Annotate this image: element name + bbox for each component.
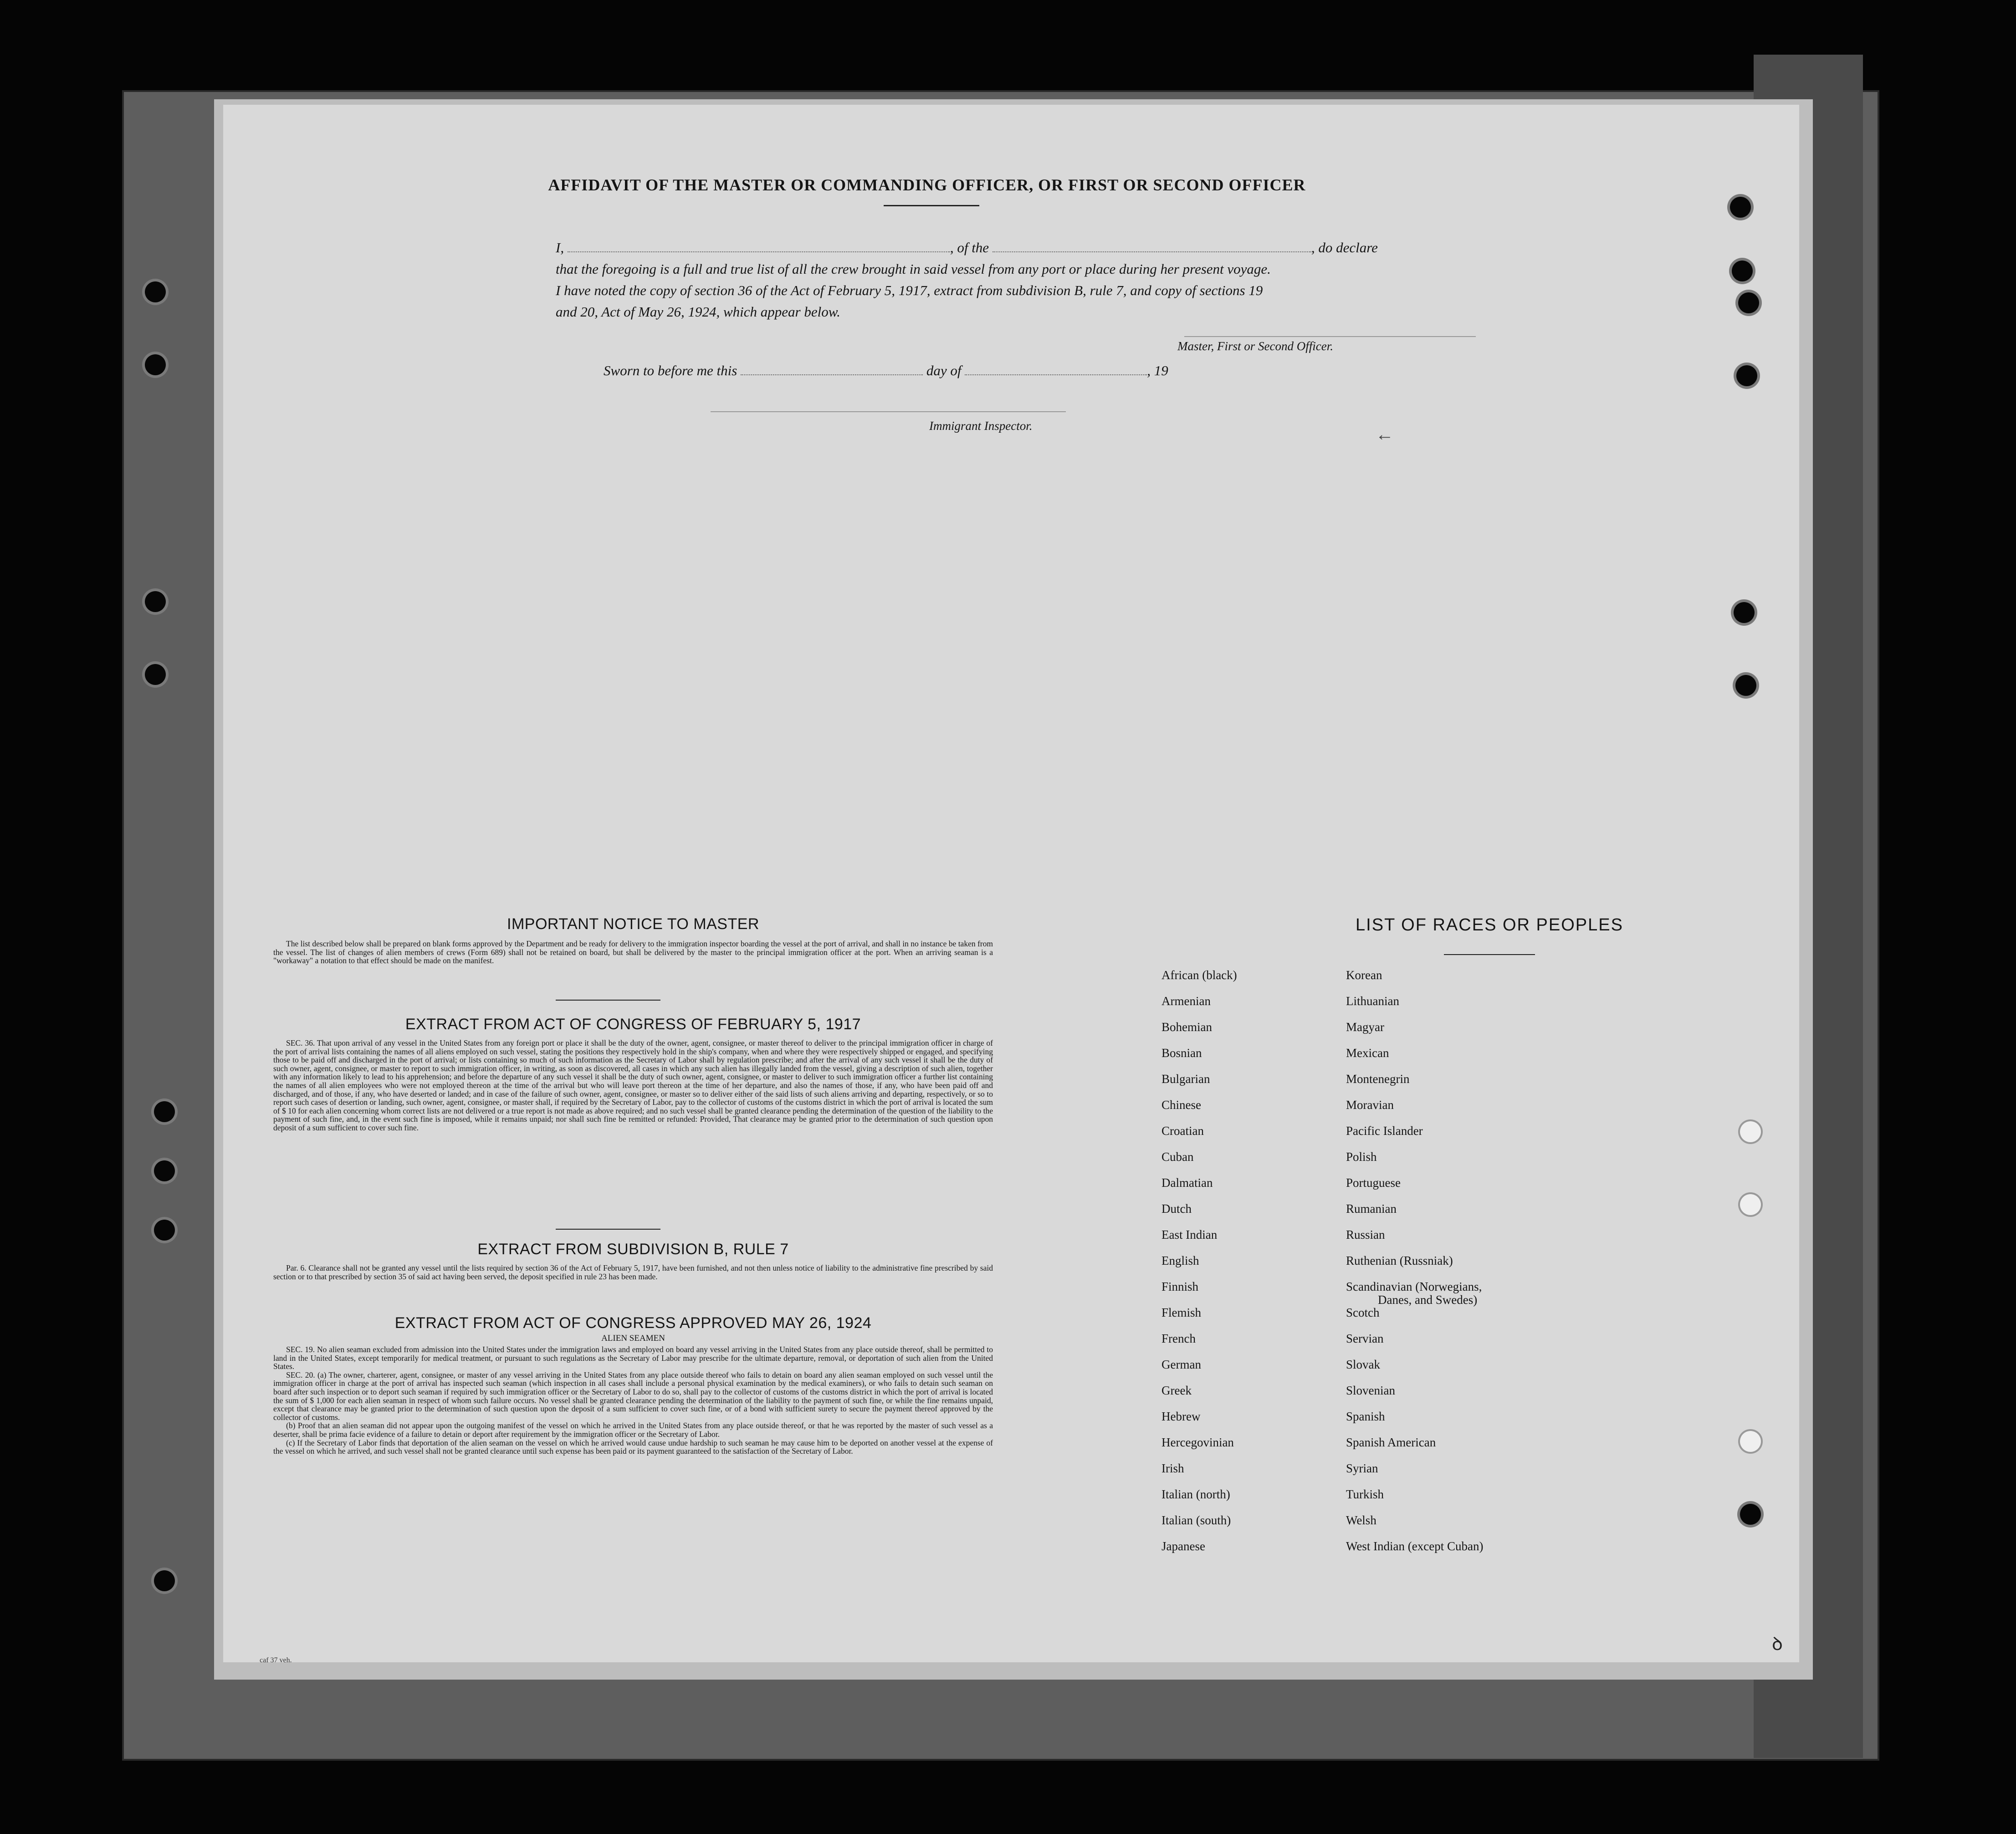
punch-hole <box>1740 1121 1761 1142</box>
race-item: Bohemian <box>1162 1020 1212 1034</box>
affidavit-title: AFFIDAVIT OF THE MASTER OR COMMANDING OFFICER, OR FIRST OR SECOND OFFICER <box>548 176 1306 194</box>
rule7-paragraph: Par. 6. Clearance shall not be granted any vessel until the lists required by section 36 of the Act of February 5, 1917, have been furnished, and not then unless notice of liability to the administrative fine prescribed by said section or to that prescribed by section 35 of said act having been served, the deposit specified in rule 23 has been made. <box>273 1263 993 1281</box>
race-item: Armenian <box>1162 994 1211 1008</box>
race-item: Polish <box>1346 1150 1377 1164</box>
race-item: Greek <box>1162 1384 1192 1397</box>
race-item: West Indian (except Cuban) <box>1346 1539 1484 1553</box>
binder-hole <box>154 1570 175 1591</box>
race-item-main: Scandinavian (Norwegians, <box>1346 1280 1482 1293</box>
race-item: Ruthenian (Russniak) <box>1346 1254 1453 1267</box>
master-label: Master, First or Second Officer. <box>1177 339 1333 353</box>
notice-title: IMPORTANT NOTICE TO MASTER <box>507 915 759 933</box>
notice-body <box>273 940 993 965</box>
race-item: Bulgarian <box>1162 1072 1210 1086</box>
race-item: Hebrew <box>1162 1410 1201 1423</box>
sworn-day-blank[interactable] <box>741 374 923 375</box>
binder-hole <box>154 1220 175 1241</box>
name-blank[interactable] <box>568 251 950 252</box>
race-item: Portuguese <box>1346 1176 1401 1190</box>
punch-hole <box>1732 261 1753 281</box>
punch-hole <box>1734 602 1755 623</box>
divider-rule <box>556 1000 660 1001</box>
race-item: Spanish American <box>1346 1436 1436 1449</box>
race-item: German <box>1162 1358 1201 1371</box>
handwritten-corner-mark: ꝺ <box>1772 1634 1783 1654</box>
pencil-arrow-mark: ← <box>1376 424 1394 444</box>
race-item: Lithuanian <box>1346 994 1399 1008</box>
race-item: Italian (north) <box>1162 1487 1230 1501</box>
sec36-paragraph: SEC. 36. That upon arrival of any vessel in the United States from any foreign port or place it shall be the duty of the owner, agent, consignee, or master thereof to deliver to the principal immigration officer in charge of the port of arrival lists containing the names of all aliens employed on such vessel, stating the positions they respectively hold in the ship's company, when and where they were respectively shipped or engaged, and specifying those to be paid off and discharged in the port of arrival; or lists containing so much of such information as the Secretary of Labor shall by regulation prescribe; and after the arrival of any such vessel it shall be the duty of such owner, agent, consignee, or master to report to such immigration officer, in writing, as soon as discovered, all cases in which any such alien has illegally landed from the vessel, giving a description of such alien, together with any information likely to lead to his apprehension; and before the departure of any such vessel it shall be the duty of such owner, agent, consignee, or master to deliver to such immigration officer a further list containing the names of all alien employees who were not employed thereon at the time of the arrival but who will leave port thereon at the time of her departure, and also the names of those, if any, who have been paid off and discharged, and of those, if any, who have deserted or landed; and in case of the failure of such owner, agent, consignee, or master so to deliver either of the said lists of such aliens arriving and departing, respectively, or so to report such cases of desertion or landing, such owner, agent, consignee, or master shall, if required by the Secretary of Labor, pay to the collector of customs of the customs district in which the port of arrival is located the sum of $ 10 for each alien concerning whom correct lists are not delivered or a true report is not made as above required; and no such vessel shall be granted clearance pending the determination of the question of the liability to the payment of such fine, and, in the event such fine is imposed, while it remains unpaid; nor shall such fine be remitted or refunded: Provided, That clearance may be granted prior to the determination of such question upon deposit of a sum sufficient to cover such fine. <box>273 1038 993 1132</box>
punch-hole <box>1740 1504 1761 1525</box>
race-item: Spanish <box>1346 1410 1385 1423</box>
binder-hole <box>154 1160 175 1181</box>
inspector-label: Immigrant Inspector. <box>929 419 1033 433</box>
sec19-paragraph: SEC. 19. No alien seaman excluded from admission into the United States under the immigration laws and employed on board any vessel arriving in the United States from any place outside thereof, shall be permitted to land in the United States, except temporarily for medical treatment, or pursuant to such regulations as the Secretary of Labor may prescribe for the ultimate departure, removal, or deportation of such alien from the United States. <box>273 1345 993 1371</box>
extract-1917-body <box>273 1039 993 1132</box>
race-item: Turkish <box>1346 1487 1384 1501</box>
declaration-of-the: , of the <box>950 240 989 255</box>
race-item: Pacific Islander <box>1346 1124 1423 1138</box>
declaration-declare: , do declare <box>1311 240 1378 255</box>
race-item: East Indian <box>1162 1228 1218 1241</box>
sec20a-paragraph: SEC. 20. (a) The owner, charterer, agent, consignee, or master of any vessel arriving in the United States from any place outside thereof who fails to detain on board any alien seaman employed on such vessel until the immigration officer in charge at the port of arrival has inspected such seaman (which inspection in all cases shall include a personal physical examination by the medical examiners), or who fails to detain such seaman on board after such inspection or to deport such seaman if required by such immigration officer or the Secretary of Labor to do so, shall pay to the collector of customs of the customs district in which the port of arrival is located the sum of $ 1,000 for each alien seaman in respect of whom such failure occurs. No vessel shall be granted clearance pending the determination of the liability to the payment of such fine, or while the fine remains unpaid, except that clearance may be granted prior to the determination of such question upon the deposit of a sum sufficient to cover such fine, or of a bond with sufficient surety to secure the payment thereof approved by the collector of customs. <box>273 1370 993 1422</box>
race-item: Japanese <box>1162 1539 1205 1553</box>
binder-hole <box>154 1101 175 1122</box>
punch-hole <box>1740 1431 1761 1452</box>
race-item: Dalmatian <box>1162 1176 1213 1190</box>
affidavit-line-2: that the foregoing is a full and true list of all the crew brought in said vessel from any port or place during her present voyage. <box>556 261 1271 277</box>
race-item: Russian <box>1346 1228 1385 1241</box>
affidavit-line-3: I have noted the copy of section 36 of the Act of February 5, 1917, extract from subdivision B, rule 7, and copy of sections 19 <box>556 282 1263 298</box>
affidavit-line-4: and 20, Act of May 26, 1924, which appear below. <box>556 304 840 320</box>
punch-hole <box>1740 1194 1761 1215</box>
extract-1924-body <box>273 1345 993 1456</box>
race-item: Croatian <box>1162 1124 1204 1138</box>
punch-hole <box>1736 365 1757 386</box>
race-item: Welsh <box>1346 1513 1376 1527</box>
title-rule <box>884 205 979 206</box>
races-right-column <box>1346 968 1483 1565</box>
race-item: Magyar <box>1346 1020 1384 1034</box>
race-item: Italian (south) <box>1162 1513 1231 1527</box>
race-item: Mexican <box>1346 1046 1389 1060</box>
race-item: Bosnian <box>1162 1046 1202 1060</box>
binder-hole <box>145 591 166 612</box>
alien-seamen-subtitle: ALIEN SEAMEN <box>601 1333 665 1343</box>
punch-hole <box>1730 197 1751 218</box>
master-signature-line[interactable] <box>1184 336 1476 337</box>
year-prefix: , 19 <box>1147 363 1168 378</box>
race-item: Flemish <box>1162 1306 1202 1319</box>
race-item: Hercegovinian <box>1162 1436 1234 1449</box>
rule7-body <box>273 1264 993 1281</box>
binder-hole <box>145 281 166 302</box>
rule7-title: EXTRACT FROM SUBDIVISION B, RULE 7 <box>477 1241 789 1258</box>
extract-1917-title: EXTRACT FROM ACT OF CONGRESS OF FEBRUARY 5, 1917 <box>405 1016 861 1033</box>
divider-rule <box>556 1229 660 1230</box>
race-item: Dutch <box>1162 1202 1192 1216</box>
day-of-text: day of <box>926 363 962 378</box>
races-left-column <box>1162 968 1237 1565</box>
race-item-continuation: Danes, and Swedes) <box>1378 1293 1478 1307</box>
binder-hole <box>145 664 166 685</box>
race-item: Slovenian <box>1346 1384 1395 1397</box>
vessel-blank[interactable] <box>993 251 1311 252</box>
form-code: caf 37 veh. <box>260 1656 292 1664</box>
race-item <box>1346 1280 1483 1306</box>
race-item: Scotch <box>1346 1306 1380 1319</box>
race-item: Cuban <box>1162 1150 1194 1164</box>
race-item: Servian <box>1346 1332 1384 1345</box>
race-item: Moravian <box>1346 1098 1394 1112</box>
sworn-text: Sworn to before me this <box>604 363 737 378</box>
races-title: LIST OF RACES OR PEOPLES <box>1356 915 1623 935</box>
affidavit-declaration <box>556 237 1535 258</box>
punch-hole <box>1738 292 1759 313</box>
notice-paragraph: The list described below shall be prepared on blank forms approved by the Department and be ready for delivery to the immigration inspector boarding the vessel at the port of arrival, and shall in no instance be taken from the vessel. The list of changes of alien members of crews (Form 689) shall not be retained on board, but shall be delivered by the master to the principal immigration officer at the port. When an arriving seaman is a "workaway" a notation to that effect should be made on the manifest. <box>273 939 993 966</box>
declaration-i: I, <box>556 240 564 255</box>
race-item: Finnish <box>1162 1280 1199 1293</box>
binder-hole <box>145 354 166 375</box>
sworn-line <box>604 360 1168 381</box>
manifest-page <box>223 105 1799 1662</box>
race-item: French <box>1162 1332 1196 1345</box>
sworn-month-blank[interactable] <box>965 374 1147 375</box>
race-item: Irish <box>1162 1461 1184 1475</box>
race-item: African (black) <box>1162 968 1237 982</box>
race-item: English <box>1162 1254 1199 1267</box>
races-title-rule <box>1444 954 1535 955</box>
extract-1924-title: EXTRACT FROM ACT OF CONGRESS APPROVED MAY 26, 1924 <box>394 1314 872 1332</box>
race-item: Chinese <box>1162 1098 1201 1112</box>
race-item: Rumanian <box>1346 1202 1397 1216</box>
race-item: Slovak <box>1346 1358 1381 1371</box>
sec20b-paragraph: (b) Proof that an alien seaman did not appear upon the outgoing manifest of the vessel on which he arrived in the United States from any place outside thereof, or that he was reported by the master of such vessel as a deserter, shall be prima facie evidence of a failure to detain or deport after requirement by the immigration officer or the Secretary of Labor. <box>273 1421 993 1439</box>
race-item: Syrian <box>1346 1461 1378 1475</box>
race-item: Montenegrin <box>1346 1072 1410 1086</box>
race-item: Korean <box>1346 968 1382 982</box>
punch-hole <box>1735 675 1756 696</box>
inspector-signature-line[interactable] <box>711 411 1066 412</box>
sec20c-paragraph: (c) If the Secretary of Labor finds that deportation of the alien seaman on the vessel on which he arrived would cause undue hardship to such seaman he may cause him to be deported on another vessel at the expense of the vessel on which he arrived, and such vessel shall not be granted clearance until such expense has been paid or its payment guaranteed to the satisfaction of the Secretary of Labor. <box>273 1438 993 1456</box>
